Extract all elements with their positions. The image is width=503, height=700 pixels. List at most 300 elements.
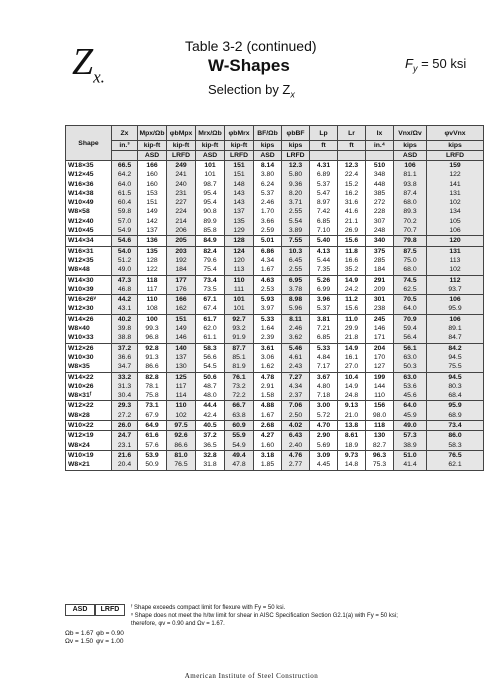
- table-row: [66, 333, 484, 343]
- value-cell: 130: [167, 362, 196, 372]
- value-cell: 3.62: [282, 333, 310, 343]
- value-cell: 68.4: [427, 391, 484, 401]
- value-cell: 171: [366, 333, 394, 343]
- yield-strength-label: $F_y = 50$ ksi: [405, 56, 467, 74]
- value-cell: 64.0: [394, 304, 427, 314]
- value-cell: 85.8: [196, 226, 225, 236]
- value-cell: 54.6: [112, 236, 138, 246]
- value-cell: 4.34: [254, 256, 282, 265]
- asd-factors: [65, 630, 94, 646]
- shape-cell: W12×26: [66, 343, 112, 353]
- value-cell: 8.11: [282, 314, 310, 324]
- shape-cell: W16×36: [66, 180, 112, 189]
- value-cell: 53.9: [138, 450, 167, 460]
- value-cell: 285: [366, 256, 394, 265]
- table-title: W-Shapes: [208, 56, 290, 75]
- table-row: [66, 324, 484, 333]
- value-cell: 29.3: [112, 401, 138, 411]
- value-cell: 94.5: [427, 372, 484, 382]
- value-cell: 3.89: [282, 226, 310, 236]
- shape-cell: W8×58: [66, 207, 112, 216]
- value-cell: 3.96: [310, 295, 338, 305]
- table-row: [66, 353, 484, 362]
- value-cell: 75.4: [196, 265, 225, 275]
- value-cell: 2.90: [310, 431, 338, 441]
- value-cell: 81.1: [394, 170, 427, 179]
- value-cell: 9.13: [338, 401, 366, 411]
- value-cell: 96.8: [138, 333, 167, 343]
- value-cell: 38.9: [394, 441, 427, 451]
- table-row: [66, 226, 484, 236]
- shape-cell: W12×45: [66, 170, 112, 179]
- value-cell: 82.4: [196, 246, 225, 256]
- value-cell: 16.6: [338, 256, 366, 265]
- value-cell: 29.9: [338, 324, 366, 333]
- value-cell: 137: [167, 353, 196, 362]
- value-cell: 56.1: [394, 343, 427, 353]
- value-cell: 21.1: [338, 217, 366, 226]
- value-cell: 151: [225, 161, 254, 171]
- value-cell: 375: [366, 246, 394, 256]
- value-cell: 102: [167, 411, 196, 421]
- shape-cell: W10×26: [66, 382, 112, 391]
- value-cell: 92.8: [138, 343, 167, 353]
- table-row: [66, 189, 484, 198]
- value-cell: 32.8: [196, 450, 225, 460]
- header-bf-asd: BF/Ωb: [254, 126, 282, 141]
- shape-cell: W10×33: [66, 333, 112, 343]
- value-cell: 60.9: [225, 421, 254, 431]
- unit-cell: kips: [427, 141, 484, 151]
- value-cell: 61.6: [138, 431, 167, 441]
- value-cell: 14.9: [338, 343, 366, 353]
- value-cell: 87.4: [394, 189, 427, 198]
- shape-cell: W14×38: [66, 189, 112, 198]
- value-cell: 120: [225, 256, 254, 265]
- value-cell: 5.26: [310, 275, 338, 285]
- selection-table: [65, 125, 484, 471]
- value-cell: 95.4: [196, 198, 225, 207]
- value-cell: 8.98: [282, 295, 310, 305]
- value-cell: 117: [167, 382, 196, 391]
- value-cell: 62.0: [196, 324, 225, 333]
- value-cell: 58.3: [196, 343, 225, 353]
- value-cell: 85.1: [225, 353, 254, 362]
- value-cell: 151: [167, 314, 196, 324]
- value-cell: 2.40: [282, 441, 310, 451]
- value-cell: 54.9: [112, 226, 138, 236]
- value-cell: 80.3: [427, 382, 484, 391]
- value-cell: 130: [366, 431, 394, 441]
- table-row: [66, 265, 484, 275]
- value-cell: 131: [427, 246, 484, 256]
- value-cell: 166: [167, 295, 196, 305]
- value-cell: 110: [225, 275, 254, 285]
- value-cell: 272: [366, 198, 394, 207]
- footnote-shear-cont: therefore, φv = 0.90 and Ωv = 1.67.: [131, 621, 225, 627]
- header-vnx-lrfd: φvVnx: [427, 126, 484, 141]
- value-cell: 36.5: [196, 441, 225, 451]
- value-cell: 75.0: [394, 256, 427, 265]
- table-row: [66, 285, 484, 295]
- value-cell: 27.2: [112, 411, 138, 421]
- value-cell: 102: [427, 265, 484, 275]
- value-cell: 21.8: [338, 333, 366, 343]
- value-cell: 84.2: [427, 343, 484, 353]
- value-cell: 5.96: [282, 304, 310, 314]
- value-cell: 67.1: [196, 295, 225, 305]
- value-cell: 95.9: [427, 401, 484, 411]
- phi-v: φv = 1.00: [96, 638, 124, 645]
- value-cell: 18.9: [338, 441, 366, 451]
- value-cell: 160: [138, 170, 167, 179]
- value-cell: 67.9: [138, 411, 167, 421]
- value-cell: 291: [366, 275, 394, 285]
- value-cell: 24.7: [112, 431, 138, 441]
- footer-lrfd-label: LRFD: [95, 604, 125, 616]
- shape-cell: W12×19: [66, 431, 112, 441]
- value-cell: 87.7: [225, 343, 254, 353]
- value-cell: 238: [366, 304, 394, 314]
- value-cell: 125: [167, 372, 196, 382]
- value-cell: 4.88: [254, 401, 282, 411]
- shape-cell: W8×28: [66, 411, 112, 421]
- value-cell: 227: [167, 198, 196, 207]
- value-cell: 70.9: [394, 314, 427, 324]
- value-cell: 5.33: [310, 343, 338, 353]
- value-cell: 113: [225, 265, 254, 275]
- value-cell: 5.37: [310, 180, 338, 189]
- value-cell: 114: [167, 391, 196, 401]
- value-cell: 57.3: [394, 431, 427, 441]
- value-cell: 13.8: [338, 421, 366, 431]
- value-cell: 4.70: [310, 421, 338, 431]
- value-cell: 86.6: [167, 441, 196, 451]
- value-cell: 75.8: [138, 391, 167, 401]
- value-cell: 16.2: [338, 189, 366, 198]
- value-cell: 3.71: [282, 198, 310, 207]
- value-cell: 101: [196, 161, 225, 171]
- value-cell: 100: [138, 314, 167, 324]
- value-cell: 26.9: [338, 226, 366, 236]
- value-cell: 75.5: [427, 362, 484, 372]
- value-cell: 64.0: [394, 401, 427, 411]
- footnote-flexure: ᶠ Shape exceeds compact limit for flexure with Fy = 50 ksi.: [131, 605, 286, 611]
- table-row: [66, 401, 484, 411]
- table-row: [66, 421, 484, 431]
- unit-cell: kip-ft: [167, 141, 196, 151]
- table-row: [66, 207, 484, 216]
- value-cell: 93.2: [225, 324, 254, 333]
- method-cell: ASD: [196, 151, 225, 161]
- value-cell: 68.9: [427, 411, 484, 421]
- value-cell: 90.8: [196, 207, 225, 216]
- value-cell: 2.46: [282, 324, 310, 333]
- value-cell: 93.8: [394, 180, 427, 189]
- value-cell: 199: [366, 372, 394, 382]
- value-cell: 79.6: [196, 256, 225, 265]
- value-cell: 22.4: [338, 170, 366, 179]
- value-cell: 50.6: [196, 372, 225, 382]
- method-cell: [310, 151, 338, 161]
- value-cell: 38.8: [112, 333, 138, 343]
- value-cell: 54.5: [196, 362, 225, 372]
- method-cell: LRFD: [225, 151, 254, 161]
- shape-cell: W12×40: [66, 217, 112, 226]
- value-cell: 151: [225, 170, 254, 179]
- zx-symbol: $Z_{x.}$: [72, 41, 105, 87]
- value-cell: 307: [366, 217, 394, 226]
- value-cell: 140: [167, 343, 196, 353]
- value-cell: 84.7: [427, 333, 484, 343]
- table-row: [66, 295, 484, 305]
- unit-cell: kip-ft: [225, 141, 254, 151]
- value-cell: 2.77: [282, 460, 310, 470]
- value-cell: 61.1: [196, 333, 225, 343]
- value-cell: 14.9: [338, 275, 366, 285]
- value-cell: 102: [427, 198, 484, 207]
- header-row-symbols: [66, 126, 484, 141]
- value-cell: 20.4: [112, 460, 138, 470]
- value-cell: 21.0: [338, 411, 366, 421]
- value-cell: 3.66: [254, 217, 282, 226]
- value-cell: 4.45: [310, 460, 338, 470]
- shape-cell: W8×35: [66, 362, 112, 372]
- value-cell: 177: [167, 275, 196, 285]
- value-cell: 74.5: [394, 275, 427, 285]
- value-cell: 62.5: [394, 285, 427, 295]
- value-cell: 5.33: [254, 314, 282, 324]
- value-cell: 2.68: [254, 421, 282, 431]
- value-cell: 4.63: [254, 275, 282, 285]
- value-cell: 141: [427, 180, 484, 189]
- value-cell: 50.9: [138, 460, 167, 470]
- shape-cell: W8×21: [66, 460, 112, 470]
- value-cell: 4.84: [310, 353, 338, 362]
- value-cell: 110: [167, 401, 196, 411]
- value-cell: 61.5: [112, 189, 138, 198]
- value-cell: 166: [138, 161, 167, 171]
- value-cell: 63.0: [394, 353, 427, 362]
- table-row: [66, 314, 484, 324]
- value-cell: 49.0: [394, 421, 427, 431]
- header-mrx-lrfd: φbMrx: [225, 126, 254, 141]
- value-cell: 4.34: [282, 382, 310, 391]
- value-cell: 4.13: [310, 246, 338, 256]
- value-cell: 2.50: [282, 411, 310, 421]
- value-cell: 340: [366, 236, 394, 246]
- value-cell: 6.89: [310, 170, 338, 179]
- value-cell: 55.9: [225, 431, 254, 441]
- value-cell: 137: [225, 207, 254, 216]
- unit-cell: in.⁴: [366, 141, 394, 151]
- value-cell: 4.80: [310, 382, 338, 391]
- unit-cell: ft: [310, 141, 338, 151]
- value-cell: 36.6: [112, 353, 138, 362]
- value-cell: 35.2: [338, 265, 366, 275]
- value-cell: 151: [138, 198, 167, 207]
- value-cell: 5.47: [310, 189, 338, 198]
- value-cell: 7.10: [310, 226, 338, 236]
- value-cell: 4.61: [282, 353, 310, 362]
- unit-cell: kips: [394, 141, 427, 151]
- value-cell: 1.67: [254, 411, 282, 421]
- value-cell: 76.1: [225, 372, 254, 382]
- value-cell: 64.2: [112, 170, 138, 179]
- value-cell: 51.2: [112, 256, 138, 265]
- value-cell: 1.70: [254, 207, 282, 216]
- value-cell: 6.24: [254, 180, 282, 189]
- value-cell: 249: [167, 161, 196, 171]
- value-cell: 4.27: [254, 431, 282, 441]
- value-cell: 66.5: [112, 161, 138, 171]
- value-cell: 81.0: [167, 450, 196, 460]
- value-cell: 143: [225, 198, 254, 207]
- value-cell: 4.78: [254, 372, 282, 382]
- header-vnx-asd: Vnx/Ωv: [394, 126, 427, 141]
- shape-cell: W14×22: [66, 372, 112, 382]
- value-cell: 6.45: [282, 256, 310, 265]
- shape-cell: W16×31: [66, 246, 112, 256]
- value-cell: 73.5: [196, 285, 225, 295]
- value-cell: 89.1: [427, 324, 484, 333]
- value-cell: 76.5: [427, 450, 484, 460]
- value-cell: 6.43: [282, 431, 310, 441]
- value-cell: 82.8: [138, 372, 167, 382]
- value-cell: 120: [427, 236, 484, 246]
- value-cell: 301: [366, 295, 394, 305]
- value-cell: 64.0: [112, 180, 138, 189]
- value-cell: 79.8: [394, 236, 427, 246]
- value-cell: 99.3: [138, 324, 167, 333]
- value-cell: 42.4: [196, 411, 225, 421]
- value-cell: 86.0: [427, 431, 484, 441]
- value-cell: 12.3: [282, 161, 310, 171]
- shape-cell: W14×30: [66, 275, 112, 285]
- shape-cell: W14×34: [66, 236, 112, 246]
- method-cell: ASD: [254, 151, 282, 161]
- unit-cell: kip-ft: [196, 141, 225, 151]
- method-cell: LRFD: [427, 151, 484, 161]
- value-cell: 73.2: [225, 382, 254, 391]
- value-cell: 98.7: [196, 180, 225, 189]
- value-cell: 1.58: [254, 391, 282, 401]
- value-cell: 34.7: [112, 362, 138, 372]
- unit-cell: ft: [338, 141, 366, 151]
- value-cell: 14.9: [338, 382, 366, 391]
- header-row-units: [66, 141, 484, 151]
- value-cell: 153: [138, 189, 167, 198]
- unit-cell: kips: [254, 141, 282, 151]
- value-cell: 45.9: [394, 411, 427, 421]
- method-cell: LRFD: [282, 151, 310, 161]
- unit-cell: in.³: [112, 141, 138, 151]
- value-cell: 47.3: [112, 275, 138, 285]
- value-cell: 170: [366, 353, 394, 362]
- value-cell: 87.5: [394, 246, 427, 256]
- value-cell: 48.7: [196, 382, 225, 391]
- value-cell: 8.14: [254, 161, 282, 171]
- lrfd-factors: [96, 630, 124, 646]
- value-cell: 176: [167, 285, 196, 295]
- header-shape: Shape: [66, 126, 112, 161]
- method-cell: [366, 151, 394, 161]
- table-row: [66, 460, 484, 470]
- shape-cell: W10×49: [66, 198, 112, 207]
- value-cell: 228: [366, 207, 394, 216]
- value-cell: 81.9: [225, 362, 254, 372]
- value-cell: 144: [366, 382, 394, 391]
- value-cell: 70.2: [394, 217, 427, 226]
- table-subtitle: Selection by $Z_x$: [208, 82, 295, 100]
- header-mpx-asd: Mpx/Ωb: [138, 126, 167, 141]
- shape-cell: W14×26: [66, 314, 112, 324]
- value-cell: 56.4: [394, 333, 427, 343]
- value-cell: 26.0: [112, 421, 138, 431]
- value-cell: 192: [167, 256, 196, 265]
- value-cell: 184: [167, 265, 196, 275]
- header-mpx-lrfd: φbMpx: [167, 126, 196, 141]
- value-cell: 106: [427, 226, 484, 236]
- value-cell: 7.21: [310, 324, 338, 333]
- value-cell: 95.4: [196, 189, 225, 198]
- value-cell: 3.67: [310, 372, 338, 382]
- method-cell: [338, 151, 366, 161]
- value-cell: 1.85: [254, 460, 282, 470]
- unit-cell: kip-ft: [138, 141, 167, 151]
- value-cell: 101: [225, 304, 254, 314]
- value-cell: 2.53: [254, 285, 282, 295]
- value-cell: 149: [138, 207, 167, 216]
- value-cell: 118: [138, 275, 167, 285]
- header-lr: Lr: [338, 126, 366, 141]
- value-cell: 78.1: [138, 382, 167, 391]
- value-cell: 67.4: [196, 304, 225, 314]
- table-body: [66, 161, 484, 471]
- value-cell: 142: [138, 217, 167, 226]
- value-cell: 96.3: [366, 450, 394, 460]
- value-cell: 40.5: [196, 421, 225, 431]
- value-cell: 8.61: [338, 431, 366, 441]
- table-row: [66, 198, 484, 207]
- value-cell: 131: [427, 189, 484, 198]
- value-cell: 137: [138, 226, 167, 236]
- header-ix: Ix: [366, 126, 394, 141]
- table-row: [66, 236, 484, 246]
- value-cell: 68.0: [394, 265, 427, 275]
- value-cell: 5.72: [310, 411, 338, 421]
- table-row: [66, 411, 484, 421]
- value-cell: 37.2: [196, 431, 225, 441]
- value-cell: 44.4: [196, 401, 225, 411]
- value-cell: 136: [138, 236, 167, 246]
- value-cell: 245: [366, 314, 394, 324]
- value-cell: 14.8: [338, 460, 366, 470]
- value-cell: 11.8: [338, 246, 366, 256]
- value-cell: 5.54: [282, 217, 310, 226]
- value-cell: 76.5: [167, 460, 196, 470]
- value-cell: 5.37: [254, 189, 282, 198]
- table-row: [66, 275, 484, 285]
- value-cell: 6.85: [310, 333, 338, 343]
- value-cell: 5.80: [282, 170, 310, 179]
- value-cell: 6.85: [310, 217, 338, 226]
- value-cell: 385: [366, 189, 394, 198]
- value-cell: 122: [427, 170, 484, 179]
- table-row: [66, 382, 484, 391]
- value-cell: 51.0: [394, 450, 427, 460]
- value-cell: 7.18: [310, 391, 338, 401]
